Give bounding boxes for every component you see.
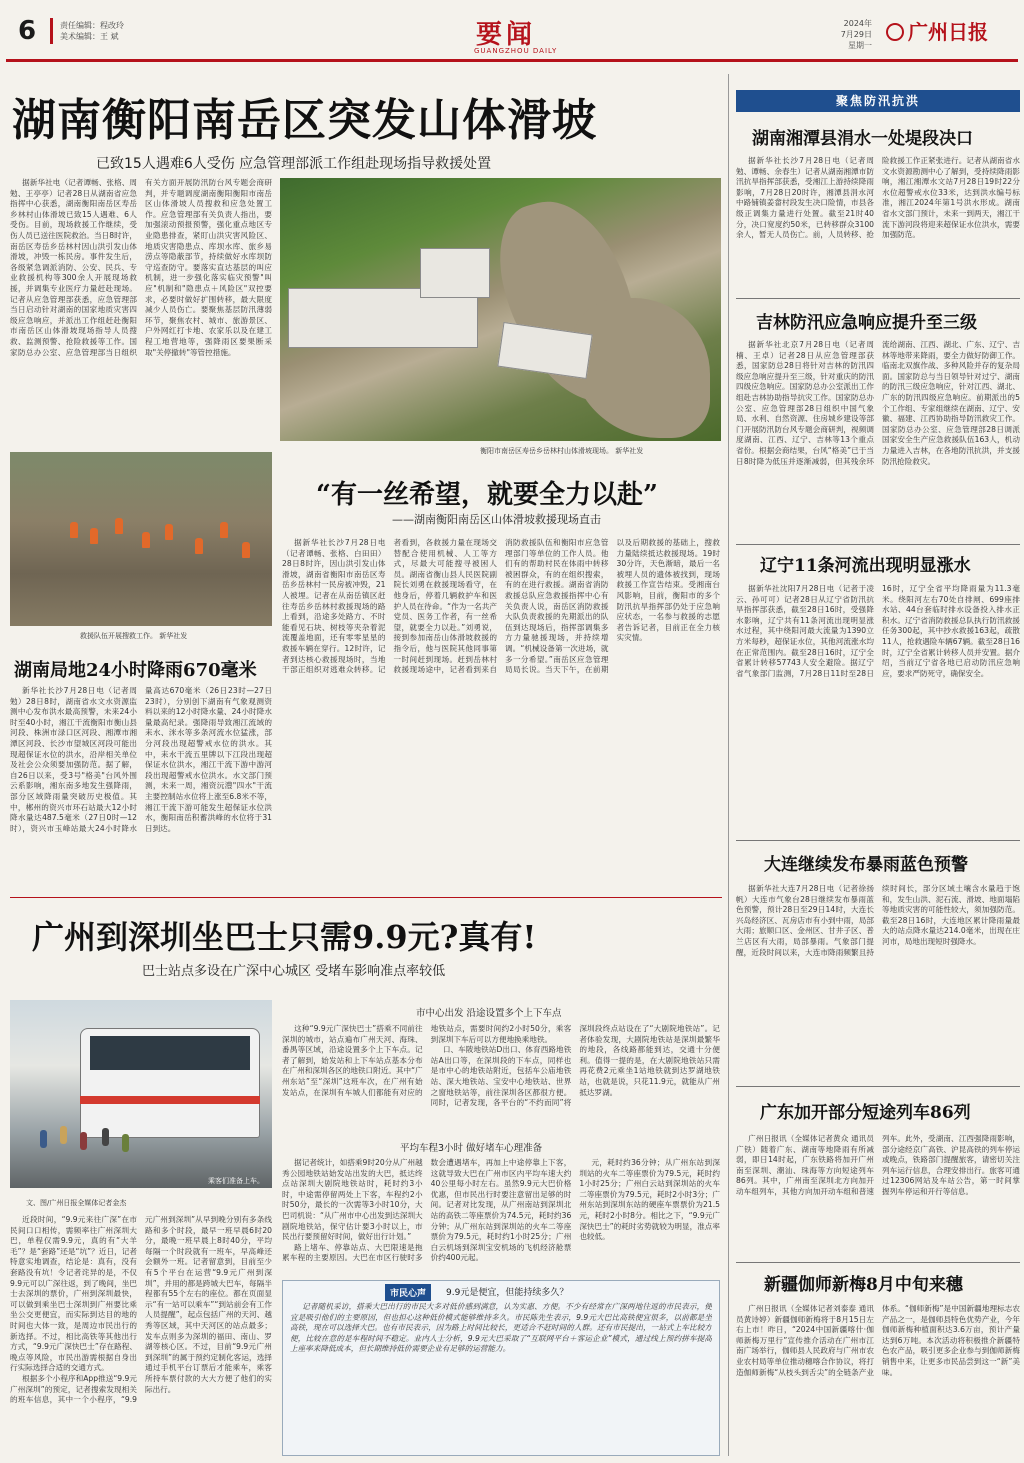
issue-year: 2024年: [843, 19, 872, 28]
rain-paragraph: 新华社长沙7月28日电（记者周勉）28日8时，湖南省水文水资源监测中心发布洪水最高预警，未来24小时至40小时，湘江干流衡阳市衡山县河段、株洲市渌口区河段、湘潭市湘潭区河段、长沙市望城区河段可能出现超保证水位的洪水，沿岸相关单位及社会公众须要加强防范。据了解，自26日以来，受3号"格美"台风外围云系影响，湘东南多地发生强降雨，部分区域降雨量突破历史极值。其中，郴州的资兴市环石站最大12小时降水量达487.5毫米（27日0时—12时），资兴市玉峰站最大24小时降水量高达670毫米（26日23时—27日23时），分别创下湖南有气象观测资料以来的12小时降水量、24小时降水量最高纪录。强降雨导致湘江流域的耒水、洣水等多条河流水位猛涨，部分河段出现超警戒水位的洪水。其中，耒水干流五里牌以下江段出现超保证水位洪水，湘江干流下游中游河段出现超警戒水位洪水。水文部门预测，未来一周，湘资沅澧"四水"干流主要控制站水位将上涨至6.8米不等，湘江干流下游可能发生超保证水位洪水，衡阳南岳积蓄洪峰的水位将于31日到达。: [10, 686, 272, 833]
xiangtan-paragraph: 据新华社长沙7月28日电（记者周勉、谭畅、余春生）记者从湖南湘潭市防汛抗旱指挥部获悉，受湘江上游持续降雨影响，7月28日20时许，湘潭县涓水河中路铺镇姜畲村段发生决口险情，市县各级正调集力量进行处置。截至21时40分，决口宽度约50米，已转移群众3100余人，暂无人员伤亡。前，人员转移、抢险救援工作正紧张进行。记者从湖南省水文水资源勘测中心了解到，受持续降雨影响，湘江湘潭水文站7月28日19时22分水位超警戒水位33米，达到洪水编号标准，湘江2024年第1号洪水形成。湖南省水文部门预计，未来一到两天，湘江干流下游河段将迎来超保证水位洪水，需要加强防范。: [736, 156, 1020, 240]
rescue-body: [282, 538, 720, 892]
bus-section2-label: 平均车程3小时 做好堵车心理准备: [400, 1143, 543, 1154]
rescuer: [70, 522, 78, 538]
jilin-body: [736, 340, 1020, 538]
passenger: [122, 1134, 129, 1152]
bus-section2-body: [282, 1158, 720, 1276]
bus-section1-body: [282, 1024, 720, 1136]
logo-text: 广州日报: [908, 20, 988, 44]
comment-body: [290, 1302, 712, 1450]
bus-intro-body: [10, 1215, 272, 1455]
bus-photo-caption: 乘客们准备上车。: [208, 1177, 264, 1185]
section-title: 要闻: [476, 20, 537, 50]
comment-title: 9.9元是便宜，但能持续多久？: [446, 1288, 569, 1298]
lead-headline: 湖南衡阳南岳区突发山体滑坡: [12, 95, 597, 146]
sidebar-divider: [736, 544, 1020, 545]
rescue-headline: “有一丝希望，就要全力以赴”: [316, 480, 658, 510]
bus-window: [90, 1036, 250, 1070]
page-number: 6: [18, 16, 37, 46]
rescuer: [242, 542, 250, 558]
xiangtan-body: [736, 156, 1020, 292]
issue-day: 7月29日: [840, 30, 872, 39]
dalian-body: [736, 884, 1020, 1060]
rescuer: [165, 524, 173, 540]
comment-tag: 市民心声: [385, 1284, 431, 1301]
bus-byline: 文、图/广州日报全媒体记者金杰: [26, 1199, 127, 1207]
lead-paragraph: 据新华社电（记者谭畅、张格、周勉、王亭亭）记者28日从湖南省应急指挥中心获悉，湖南衡阳南岳区寿岳乡林村山体滑坡已致15人遇难、6人受伤。目前，现场救援工作继续，受伤人员已送往医院救治。当日8时许，南岳区寿岳乡岳林村因山洪引发山体滑坡，冲毁一栋民房。事件发生后，各级紧急调派消防、公安、民兵、专业救援机构等300余人开展现场救援，并调集专业医疗力量赶赴现场。记者从应急管理部获悉，应急管理部当日启动针对湖南的国家地质灾害四级应急响应，并派出工作组赶赴衡阳市南岳区山体滑坡现场指导人员搜救、监测预警、抢险救援等工作。国家防总办公室、应急管理部当日组织有关方面开展防汛防台风专题会商研判，并专题调度湖南衡阳衡阳市南岳区山体滑坡人员搜救和应急处置工作。应急管理部有关负责人指出，要加强滚动预报预警，强化重点地区专业隐患排查，紧盯山洪灾害风险区、地质灾害隐患点、库坝水库、旅乡易涝点等隐蔽部节，持续做好水库坝防守巡查防守。要落实直达基层的叫应机制，进一步强化落实临灾预警"叫应"机制和"隐患点＋风险区"双控要求，必要时做好扩围转移，最大限度减少人员伤亡。要聚焦基层防汛薄弱环节，聚焦农村、城市、旅游景区、户外网红打卡地、农家乐以及在建工程工地营地等，强降雨区要果断采取"关停撤转"等管控措施。: [10, 178, 272, 357]
passenger: [80, 1132, 87, 1150]
liaoning-body: [736, 584, 1020, 834]
guangdong-headline: 广东加开部分短途列车86列: [760, 1103, 971, 1123]
issue-weekday: 星期一: [848, 41, 872, 50]
xinjiang-body: [736, 1304, 1020, 1456]
sidebar-divider: [736, 1086, 1020, 1087]
sidebar-divider: [736, 1262, 1020, 1263]
comment-paragraph: 记者随机采访，搭乘大巴出行的市民大多对低价感到满意，认为实惠、方便。不少有经常在广深两地往返的市民表示，便宜是吸引他们的主要原因，但也担心这种低价模式能够维持多久。市民陈先生表示，9.9元大巴比高铁便宜很多，以前都是坐高铁，现在可以选择大巴。也有市民表示，因为路上时间比较长，更适合不赶时间的人群。还有市民提出，一站式上车比较方便，比较在意的是车程时间不稳定。业内人士分析，9.9元大巴采取了“互联网平台＋客运企业”模式，通过线上预约拼车提高上座率来降低成本，但长期维持低价需要企业有足够的运营能力。: [290, 1302, 712, 1354]
xiangtan-headline: 湖南湘潭县涓水一处堤段决口: [752, 129, 973, 149]
rescue-paragraph: 据新华社长沙7月28日电（记者谭畅、张格、白田田）28日8时许，因山洪引发山体滑坡，湖南省衡阳市南岳区寿岳乡岳林村一民房被冲毁，21人被埋。记者在从南岳镇区赶往寿岳乡岳林村救援现场的路上看到，沿途多处路方、不时能看见石块、树枝等夹杂着泥流覆盖地面，还有零零星星的救援车辆在穿行。12时许，记者到达核心救援现场时，当地干部正组织对逃难众转移。记者看到，各救援力量在现场交替配合使用机械、人工等方式，尽最大可能搜寻被困人员。湖南省衡山县人民医院副院长刘勇在救援现场看守，在他身后，停着几辆救护车和医护人员在待命。“作为一名共产党员、医务工作者，有一丝希望，就要全力以赴。”刘勇说，接到参加南岳山体滑坡救援的指令后，他与医院其他同事第一时间赶到现场。赶到岳林村救援现场途中，记者看到来自消防救援队伍和衡阳市应急管理部门等单位的工作人员。他们有的帮助村民在体雨中转移被困群众，有的在组织搜索，有的在进行救援。湖南省消防救援总队应急救援指挥中心有关负责人说，南岳区消防救援大队负责救援的先期派出的队伍到达现场后，指挥部调集多方力量驰援现场，并持续增调。“机械设备第一次进场，就多一分希望。”南岳区应急管理局局长说。当天下午，在前期以及后期救援的基础上，搜救力量陆续抵达救援现场。19时30分许，天色渐暗，最后一名被埋人员的遗体被找到，现场救援工作宣告结束。受湘南台风影响，目前，衡阳市的多个防汛抗旱指挥部仍处于应急响应状态，一名参与救援的志愿者告诉记者，目前正在全力核实灾情。: [282, 538, 720, 675]
newspaper-logo: [886, 16, 988, 45]
jilin-paragraph: 据新华社北京7月28日电（记者周楠、王卓）记者28日从应急管理部获悉，国家防总28日将针对吉林的防汛四级应急响应提升至三级，针对重庆的防汛四级应急响应。国家防总办公室派出工作组赴吉林协助指导抗灾工作。国家防总办公室、应急管理部28日组织中国气象局、水利、自然资源、住房城乡建设等部门开展防汛防台风专题会商研判，视频调度湖南、江西、辽宁、吉林等13个重点省份。根据会商结果，台风“格美”已于当日8时降为低压并逐渐减弱，但其残余环流给湖南、江西、湖北、广东、辽宁、吉林等地带来降雨，要全力做好防御工作。临南北双旗作战、多种风险并存的复杂局面。国家防总与当日领导针对过宁、湖南的防汛三级应急响应，针对江西、湖北、广东的防汛四级应急响应。前期派出的5个工作组、专家组继续在湖南、辽宁、安徽、福建、江西协助指导防汛救灾工作。国家防总办公室、应急管理部28日调派国家安全生产应急救援队伍163人，机动力量进入吉林，在各地防汛抗洪，并支援防汛抢险救灾。: [736, 340, 1020, 466]
editor-line: 责任编辑：程改玲: [60, 21, 124, 30]
header-accent-bar: [50, 18, 53, 44]
landslide-photo-caption: 衡阳市南岳区寿岳乡岳林村山体滑坡现场。 新华社发: [480, 447, 644, 455]
bus-part1-paragraph: 根据多个小程序和App推送“9.9元广州深圳”的预定，记者搜索发现相关的班车信息，其中一个小程序，“9.9元广州到深圳”从早到晚分别有多条线路和多个时段，最早一班早晨6时20分，最晚一班早晨上8时40分，平均每隔一个时段就有一班车，早高峰还会额外一班。记者留意到，目前至少有5个平台在运营“9.9元广州到深圳”，并用的都是跨城大巴车，每隔半程都有55个左右的座位。都在页面显示“有一站可以乘车”“到站前会有工作人员提醒”，起点包括广州的天河、越秀等区域，其中天河区的站点最多；发车点则多为深圳的福田、南山、罗湖等核心区。不过，目前“9.9元广州到深圳”的属于预约定制化客运，选择通过手机平台订票后才能乘车，乘客所持车票付款的大大方便了他们的实际出行。: [10, 1215, 272, 1405]
section-divider: [10, 897, 722, 898]
rescue-photo: [10, 452, 272, 626]
rescuer: [142, 532, 150, 548]
liaoning-headline: 辽宁11条河流出现明显涨水: [760, 556, 971, 576]
bus-part3-paragraph: 口、车陂地铁站D出口、体育西路地铁站A出口等，在深圳段的下车点，同样也是市中心的地铁站附近，包括车公庙地铁站、深大地铁站、宝安中心地铁站、世界之窗地铁站等，前往深圳各区都很方便。同时，记者发现，各平台的“不约而同”将深圳段终点站设在了“大剧院地铁站”。记者体验发现，大剧院地铁站是深圳最繁华的地段，各线路都能到达，交通十分便利。值得一提的是，在大剧院地铁站只需再花费2元乘坐1站地铁就到达罗湖地铁站，也就是说，只花11.9元，就能从广州抵达罗湖。: [430, 1024, 720, 1108]
xinjiang-headline: 新疆伽师新梅8月中旬来穗: [764, 1275, 963, 1295]
passenger: [60, 1126, 67, 1144]
column-rule: [728, 74, 729, 1456]
jilin-headline: 吉林防汛应急响应提升至三级: [756, 313, 977, 333]
bus-subheadline: 巴士站点多设在广深中心城区 受堵车影响准点率较低: [142, 964, 446, 979]
building: [420, 248, 490, 298]
rain-headline: 湖南局地24小时降雨670毫米: [14, 660, 257, 681]
guangdong-paragraph: 广州日报讯（全媒体记者黄众 通讯员广铁）随着广东、湖南等地降雨有所减弱，即日14时起，广东铁路将加开广州南至深圳、潮汕、珠海等方向短途列车86列。其中，广州南至深圳北方向加开动车组列车，其他方向加开动车组和普速列车。此外，受湖南、江西强降雨影响，部分途经京广高铁、沪昆高铁的列车停运或晚点，铁路部门提醒旅客，请密切关注列车运行信息，合理安排出行。旅客可通过12306网站及车站公告，第一时间掌握列车停运和开行等信息。: [736, 1134, 1020, 1196]
passenger: [40, 1130, 47, 1148]
bus-headline: 广州到深圳坐巴士只需9.9元?真有!: [32, 918, 537, 956]
logo-mark-icon: [886, 23, 904, 41]
art-editor-line: 美术编辑：王 斌: [60, 32, 119, 41]
bus-section1-label: 市中心出发 沿途设置多个上下车点: [416, 1008, 562, 1019]
rain-body: [10, 686, 272, 892]
bus-photo: [10, 1000, 272, 1188]
bus-part4-paragraph: 据记者统计，如搭乘9时20分从广州越秀公园地铁站始发站出发的大巴，抵达终点站深圳大剧院地铁站时，耗时约3小时，中途需停留两处上下客，车程约2小时50分，最长的一次需等3小时10分，大巴司机说：“从广州市中心出发到达深圳大剧院地铁站，保守估计要3小时以上，市民出行要预留好时间，做好出行计划。”: [282, 1158, 423, 1242]
landslide-photo: [280, 178, 721, 441]
section-title-en: GUANGZHOU DAILY: [474, 47, 558, 55]
guangdong-body: [736, 1134, 1020, 1262]
dalian-paragraph: 据新华社大连7月28日电（记者徐扬帆）大连市气象台28日继续发布暴雨蓝色预警，预计28日至29日14时，大连长兴岛经济区、瓦房店市有小到中雨，局部大雨；旅顺口区、金州区、甘井子区、普兰店区有大雨，局部暴雨。气象部门提醒，近段时间以来，大连市降雨频繁且持续时间长，部分区域土壤含水量趋于饱和，发生山洪、泥石流、滑坡、地面塌陷等地质灾害的可能性较大，须加强防范。截至28日16时，大连地区累计降雨量最大的站点降水量达214.0毫米，出现在庄河市，局地出现短时强降水。: [736, 884, 1020, 957]
rescue-photo-caption: 救援队伍开展搜救工作。 新华社发: [80, 632, 188, 640]
sidebar-divider: [736, 298, 1020, 299]
rescuer: [115, 518, 123, 534]
rescue-subheadline: ——湖南衡阳南岳区山体滑坡救援现场直击: [392, 513, 601, 526]
rescuer: [90, 528, 98, 544]
bus-part2-paragraph: 这种“9.9元广深快巴士”搭乘不同前往深圳的城市，站点遍布广州天河、海珠、番禺等区域，沿途设置多个上下车点。记者了解到，始发站和上下车站点基本分布在广州和深圳各区的地铁口附近。其中“广州东站”至“深圳”这班车次，在广州有始发站点，在深圳有车城人们都能有对应的地铁站点，需要时间约2小时50分，乘客到深圳下车后可以方便地换乘地铁。: [282, 1024, 572, 1097]
liaoning-paragraph: 据新华社沈阳7月28日电（记者于凌云、孙可可）记者28日从辽宁省防汛抗旱指挥部获悉，截至28日16时，受强降水影响，辽宁共有11条河流出现明显涨水过程，其中绕阳河最大流量为1390立方米每秒，超保证水位，其他河流涨水均在正常范围内。截至28日16时，辽宁全省累计转移57743人安全避险。据辽宁省气象部门监测，7月28日11时至28日16时，辽宁全省平均降雨量为11.3毫米。绕阳河左右70处自排闸、699座排水站、44台套临时排水设备投入排水正积水。辽宁省消防救援总队执行防汛救援任务300起，其中抄水救援163起，疏散11人，抢救遇险车辆67辆。截至28日16时，辽宁全省累计转移人员并安置。据介绍，当前辽宁省各地已启动防汛应急响应，要求严防死守，确保安全。: [736, 584, 1020, 678]
xinjiang-paragraph: 广州日报讯（全媒体记者刘泰泰 通讯员黄诗婷）新疆伽师新梅将于8月15日左右上市！昨日，“2024中国新疆喀什·伽师新梅万里行”宣传推介活动在广州市江南广场举行，伽师县人民政府与广州市农业农村局等单位推动穗喀合作协议，将打造伽师新梅“从枝头到舌尖”的全链条产业体系。“伽师新梅”是中国新疆地理标志农产品之一，是伽师县特色优势产业，今年伽师新梅种植面积达3.6万亩，预计产量达到6万吨。本次活动将积极推介新疆特色农产品，吸引更多企业参与到伽师新梅销售中来，让更多市民品尝到这一“新”美味。: [736, 1304, 1020, 1377]
bus-part5-paragraph: 路上堵车、停靠站点、大巴限速是拖累车程的主要原因。大巴在市区行驶时多数会遭遇堵车，再加上中途停靠上下客，这就导致大巴在广州市区内平均车速大约40公里每小时左右。虽然9.9元大巴价格优惠，但市民出行时要注意留出足够的时间。记者对比发现，从广州南站到深圳北站的高铁二等座票价为74.5元，耗时约36分钟；从广州东站到深圳站的火车二等座票价为79.5元，耗时约1小时25分；广州白云机场到深圳宝安机场的飞机经济舱票价约400元起。: [282, 1158, 572, 1263]
lead-body: [10, 178, 272, 444]
rescuer: [195, 538, 203, 554]
lead-subheadline: 已致15人遇难6人受伤 应急管理部派工作组赴现场指导救援处置: [96, 156, 492, 172]
sidebar-divider: [736, 840, 1020, 841]
bus-intro-paragraph: 近段时间，“9.9元来往广深”在市民间口口相传，需频率往广州深圳大巴，单程仅需9.9元，真的有“大羊毛”？是“套路”还是“坑”？近日，记者特意实地调查，结论是：真有，没有套路没有坑！令记者诧异的是，不仅9.9元可以广深往返，到了晚间，坐巴士去深圳的票价，广州到深圳最快，可以做到乘坐巴士深圳到广州要比乘坐公交更便宜，而实际到达目的地的时间也大体一致，是周边市民出行的新选择。不过，相比高铁等其他出行方式，“9.9元广深快巴士”存在路程、晚点等风险，市民出游需根据自身出行实际选择合适的交通方式。: [10, 1215, 137, 1373]
passenger: [102, 1128, 109, 1146]
editors-credit: [60, 20, 124, 42]
bus-stripe: [80, 1096, 260, 1104]
sidebar-tag: 聚焦防汛抗洪: [736, 90, 1020, 112]
bus-part6-paragraph: 元，耗时约36分钟；从广州东站到深圳站的火车二等座票价为79.5元，耗时约1小时25分；广州白云站到深圳站的火车二等座票价为79.5元，耗时2小时3分；广州东站到深圳东站的硬座车票票价为21.5元，耗时2小时8分。相比之下，“9.9元广深快巴士”的耗时劣势就较为明显，准点率也较低。: [579, 1158, 720, 1242]
landslide-debris: [570, 298, 710, 438]
issue-date: [836, 18, 872, 51]
rescuer: [220, 522, 228, 538]
dalian-headline: 大连继续发布暴雨蓝色预警: [764, 855, 968, 875]
page-header: [6, 10, 1018, 62]
